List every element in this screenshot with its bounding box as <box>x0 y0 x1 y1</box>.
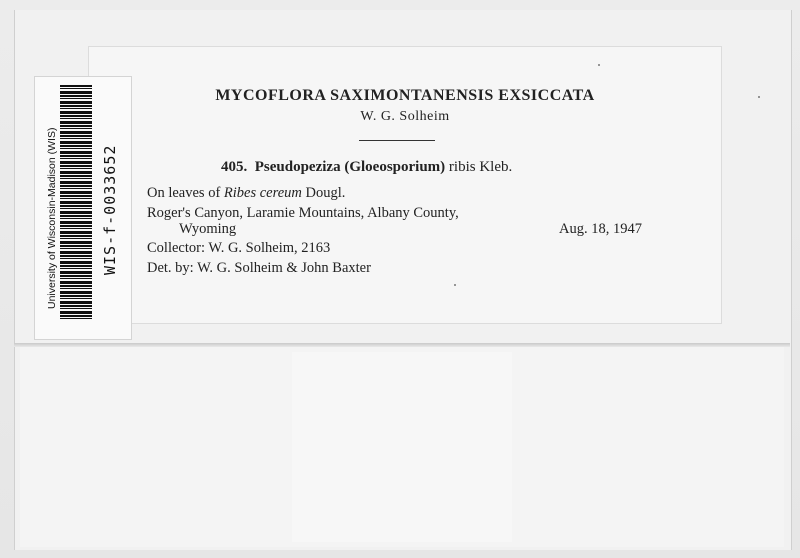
locality-line-2: Wyoming <box>179 221 237 237</box>
barcode-card <box>34 76 132 340</box>
dust-speck <box>598 64 600 66</box>
institution-text: University of Wisconsin-Madison (WIS) <box>46 127 58 309</box>
specimen-number: 405. <box>221 159 248 175</box>
specimen-label <box>88 46 722 324</box>
locality-line-1: Roger's Canyon, Laramie Mountains, Albany County, <box>147 205 459 221</box>
dust-speck <box>454 284 456 286</box>
species-name <box>221 159 512 176</box>
genus: Pseudopeziza <box>254 159 341 175</box>
epithet: ribis Kleb. <box>448 159 513 175</box>
host-prefix: On leaves of <box>147 185 221 201</box>
label-author: W. G. Solheim <box>360 109 450 124</box>
label-title: MYCOFLORA SAXIMONTANENSIS EXSICCATA <box>215 87 595 104</box>
collector-line: Collector: W. G. Solheim, 2163 <box>147 240 331 256</box>
determiner-line: Det. by: W. G. Solheim & John Baxter <box>147 260 371 276</box>
accession-number: WIS-f-0033652 <box>101 144 119 275</box>
barcode <box>60 85 92 321</box>
divider <box>359 140 435 141</box>
envelope-inner-panel <box>292 352 512 542</box>
dust-speck <box>758 96 760 98</box>
host-species: Ribes cereum <box>223 185 302 201</box>
synonym: (Gloeosporium) <box>344 159 446 175</box>
collection-date: Aug. 18, 1947 <box>559 221 642 237</box>
host-author: Dougl. <box>305 185 346 201</box>
host-line <box>147 185 345 202</box>
